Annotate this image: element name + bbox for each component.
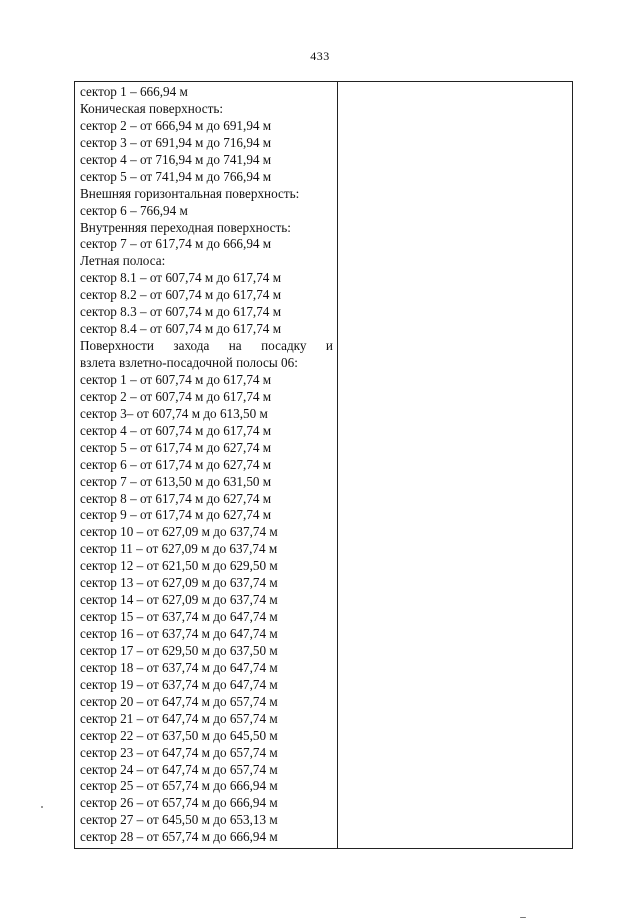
text-line: сектор 6 – от 617,74 м до 627,74 м (80, 456, 272, 472)
text-line: сектор 19 – от 637,74 м до 647,74 м (80, 676, 278, 692)
text-line: сектор 4 – от 607,74 м до 617,74 м (80, 422, 272, 438)
text-line: сектор 3– от 607,74 м до 613,50 м (80, 405, 268, 421)
text-line: сектор 26 – от 657,74 м до 666,94 м (80, 795, 278, 811)
table-row (75, 82, 573, 849)
text-line: сектор 27 – от 645,50 м до 653,13 м (80, 812, 278, 828)
justified-word: и (325, 338, 333, 354)
scan-speck (41, 806, 43, 808)
text-line: сектор 4 – от 716,94 м до 741,94 м (80, 151, 272, 167)
text-line: сектор 8.4 – от 607,74 м до 617,74 м (80, 321, 282, 337)
text-line: сектор 22 – от 637,50 м до 645,50 м (80, 727, 278, 743)
text-line: сектор 9 – от 617,74 м до 627,74 м (80, 507, 272, 523)
left-cell (75, 82, 338, 849)
text-line: сектор 7 – от 613,50 м до 631,50 м (80, 473, 272, 489)
text-line: сектор 24 – от 647,74 м до 657,74 м (80, 761, 278, 777)
text-line: Коническая поверхность: (80, 100, 224, 116)
page-number: 433 (310, 49, 330, 63)
text-line: сектор 5 – от 741,94 м до 766,94 м (80, 168, 272, 184)
text-line: Внутренняя переходная поверхность: (80, 219, 291, 235)
table (74, 81, 573, 849)
text-line (80, 338, 333, 355)
text-line: сектор 1 – от 607,74 м до 617,74 м (80, 371, 272, 387)
justified-word: посадку (261, 338, 307, 354)
text-line: сектор 15 – от 637,74 м до 647,74 м (80, 609, 278, 625)
text-line: сектор 11 – от 627,09 м до 637,74 м (80, 541, 278, 557)
text-line: сектор 8.2 – от 607,74 м до 617,74 м (80, 287, 282, 303)
text-line: сектор 8.3 – от 607,74 м до 617,74 м (80, 304, 282, 320)
text-line: сектор 20 – от 647,74 м до 657,74 м (80, 693, 278, 709)
text-line: сектор 1 – 666,94 м (80, 84, 188, 99)
text-line: сектор 13 – от 627,09 м до 637,74 м (80, 575, 278, 591)
text-line: сектор 10 – от 627,09 м до 637,74 м (80, 524, 278, 540)
text-line: сектор 2 – от 666,94 м до 691,94 м (80, 117, 272, 133)
text-line: Внешняя горизонтальная поверхность: (80, 185, 300, 201)
text-line: сектор 18 – от 637,74 м до 647,74 м (80, 659, 278, 675)
text-line: сектор 7 – от 617,74 м до 666,94 м (80, 236, 272, 252)
text-line: сектор 14 – от 627,09 м до 637,74 м (80, 592, 278, 608)
scan-speck (520, 917, 526, 918)
right-cell-empty (338, 82, 573, 849)
text-line: сектор 25 – от 657,74 м до 666,94 м (80, 778, 278, 794)
text-line: сектор 2 – от 607,74 м до 617,74 м (80, 388, 272, 404)
text-line: сектор 12 – от 621,50 м до 629,50 м (80, 558, 278, 574)
text-line: сектор 8.1 – от 607,74 м до 617,74 м (80, 270, 282, 286)
justified-word: захода (173, 338, 210, 354)
text-line: сектор 6 – 766,94 м (80, 202, 188, 218)
justified-word: Поверхности (80, 338, 154, 354)
text-line: сектор 21 – от 647,74 м до 657,74 м (80, 710, 278, 726)
text-line: сектор 17 – от 629,50 м до 637,50 м (80, 642, 278, 658)
text-line: сектор 8 – от 617,74 м до 627,74 м (80, 490, 272, 506)
text-line: сектор 16 – от 637,74 м до 647,74 м (80, 626, 278, 641)
text-line: сектор 28 – от 657,74 м до 666,94 м (80, 829, 278, 845)
text-line: сектор 5 – от 617,74 м до 627,74 м (80, 439, 272, 455)
document-table (74, 81, 640, 849)
text-line: сектор 3 – от 691,94 м до 716,94 м (80, 134, 272, 150)
text-line: Летная полоса: (80, 253, 166, 269)
text-line: взлета взлетно-посадочной полосы 06: (80, 355, 298, 370)
justified-word: на (228, 338, 242, 354)
text-line: сектор 23 – от 647,74 м до 657,74 м (80, 744, 278, 760)
text-lines (75, 82, 337, 848)
